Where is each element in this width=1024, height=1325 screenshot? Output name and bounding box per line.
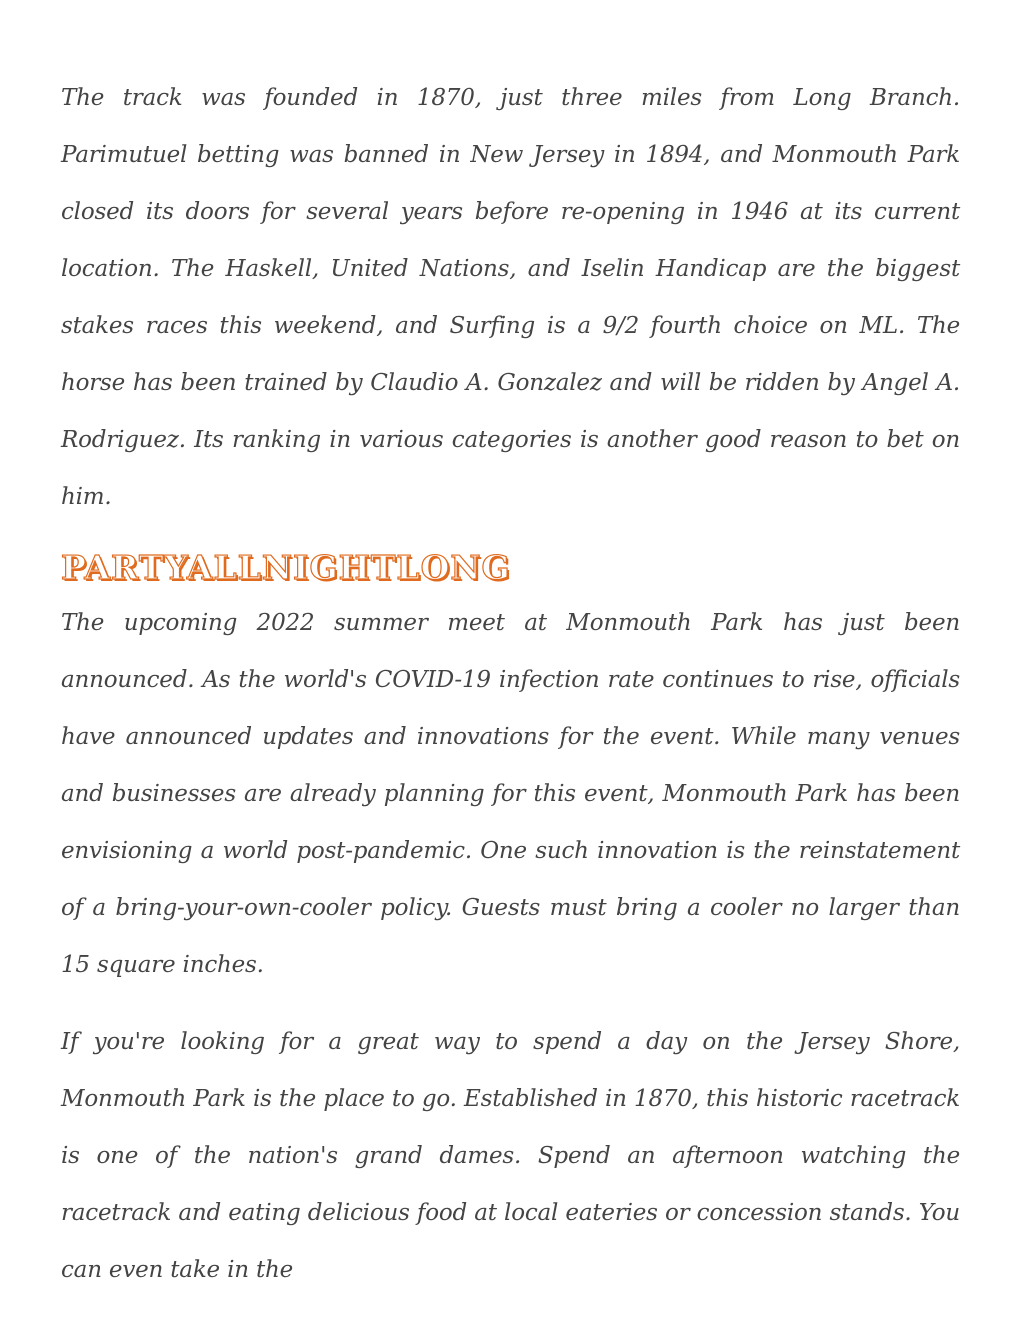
paragraph-jersey-shore: If you're looking for a great way to spend a day on the Jersey Shore, Monmouth Park is the place to go. Established in 1870, this historic racetrack is one of the nation's grand dames. Spend an afternoon watching the racetrack and eating delicious food at local eateries or concession stands. You can even take in the xyxy=(61,1029,960,1283)
document-page xyxy=(61,70,960,1299)
section-heading: PARTYALLNIGHTLONG xyxy=(61,548,511,587)
paragraph-track-history: The track was founded in 1870, just three miles from Long Branch. Parimutuel betting was banned in New Jersey in 1894, and Monmouth Park closed its doors for several years before re-opening in 1946 at its current location. The Haskell, United Nations, and Iselin Handicap are the biggest stakes races this weekend, and Surfing is a 9/2 fourth choice on ML. The horse has been trained by Claudio A. Gonzalez and will be ridden by Angel A. Rodriguez. Its ranking in various categories is another good reason to bet on him. xyxy=(61,85,960,510)
paragraph-summer-meet: The upcoming 2022 summer meet at Monmouth Park has just been announced. As the world's COVID-19 infection rate continues to rise, officials have announced updates and innovations for the event. While many venues and businesses are already planning for this event, Monmouth Park has been envisioning a world post-pandemic. One such innovation is the reinstatement of a bring-your-own-cooler policy. Guests must bring a cooler no larger than 15 square inches. xyxy=(61,610,960,978)
